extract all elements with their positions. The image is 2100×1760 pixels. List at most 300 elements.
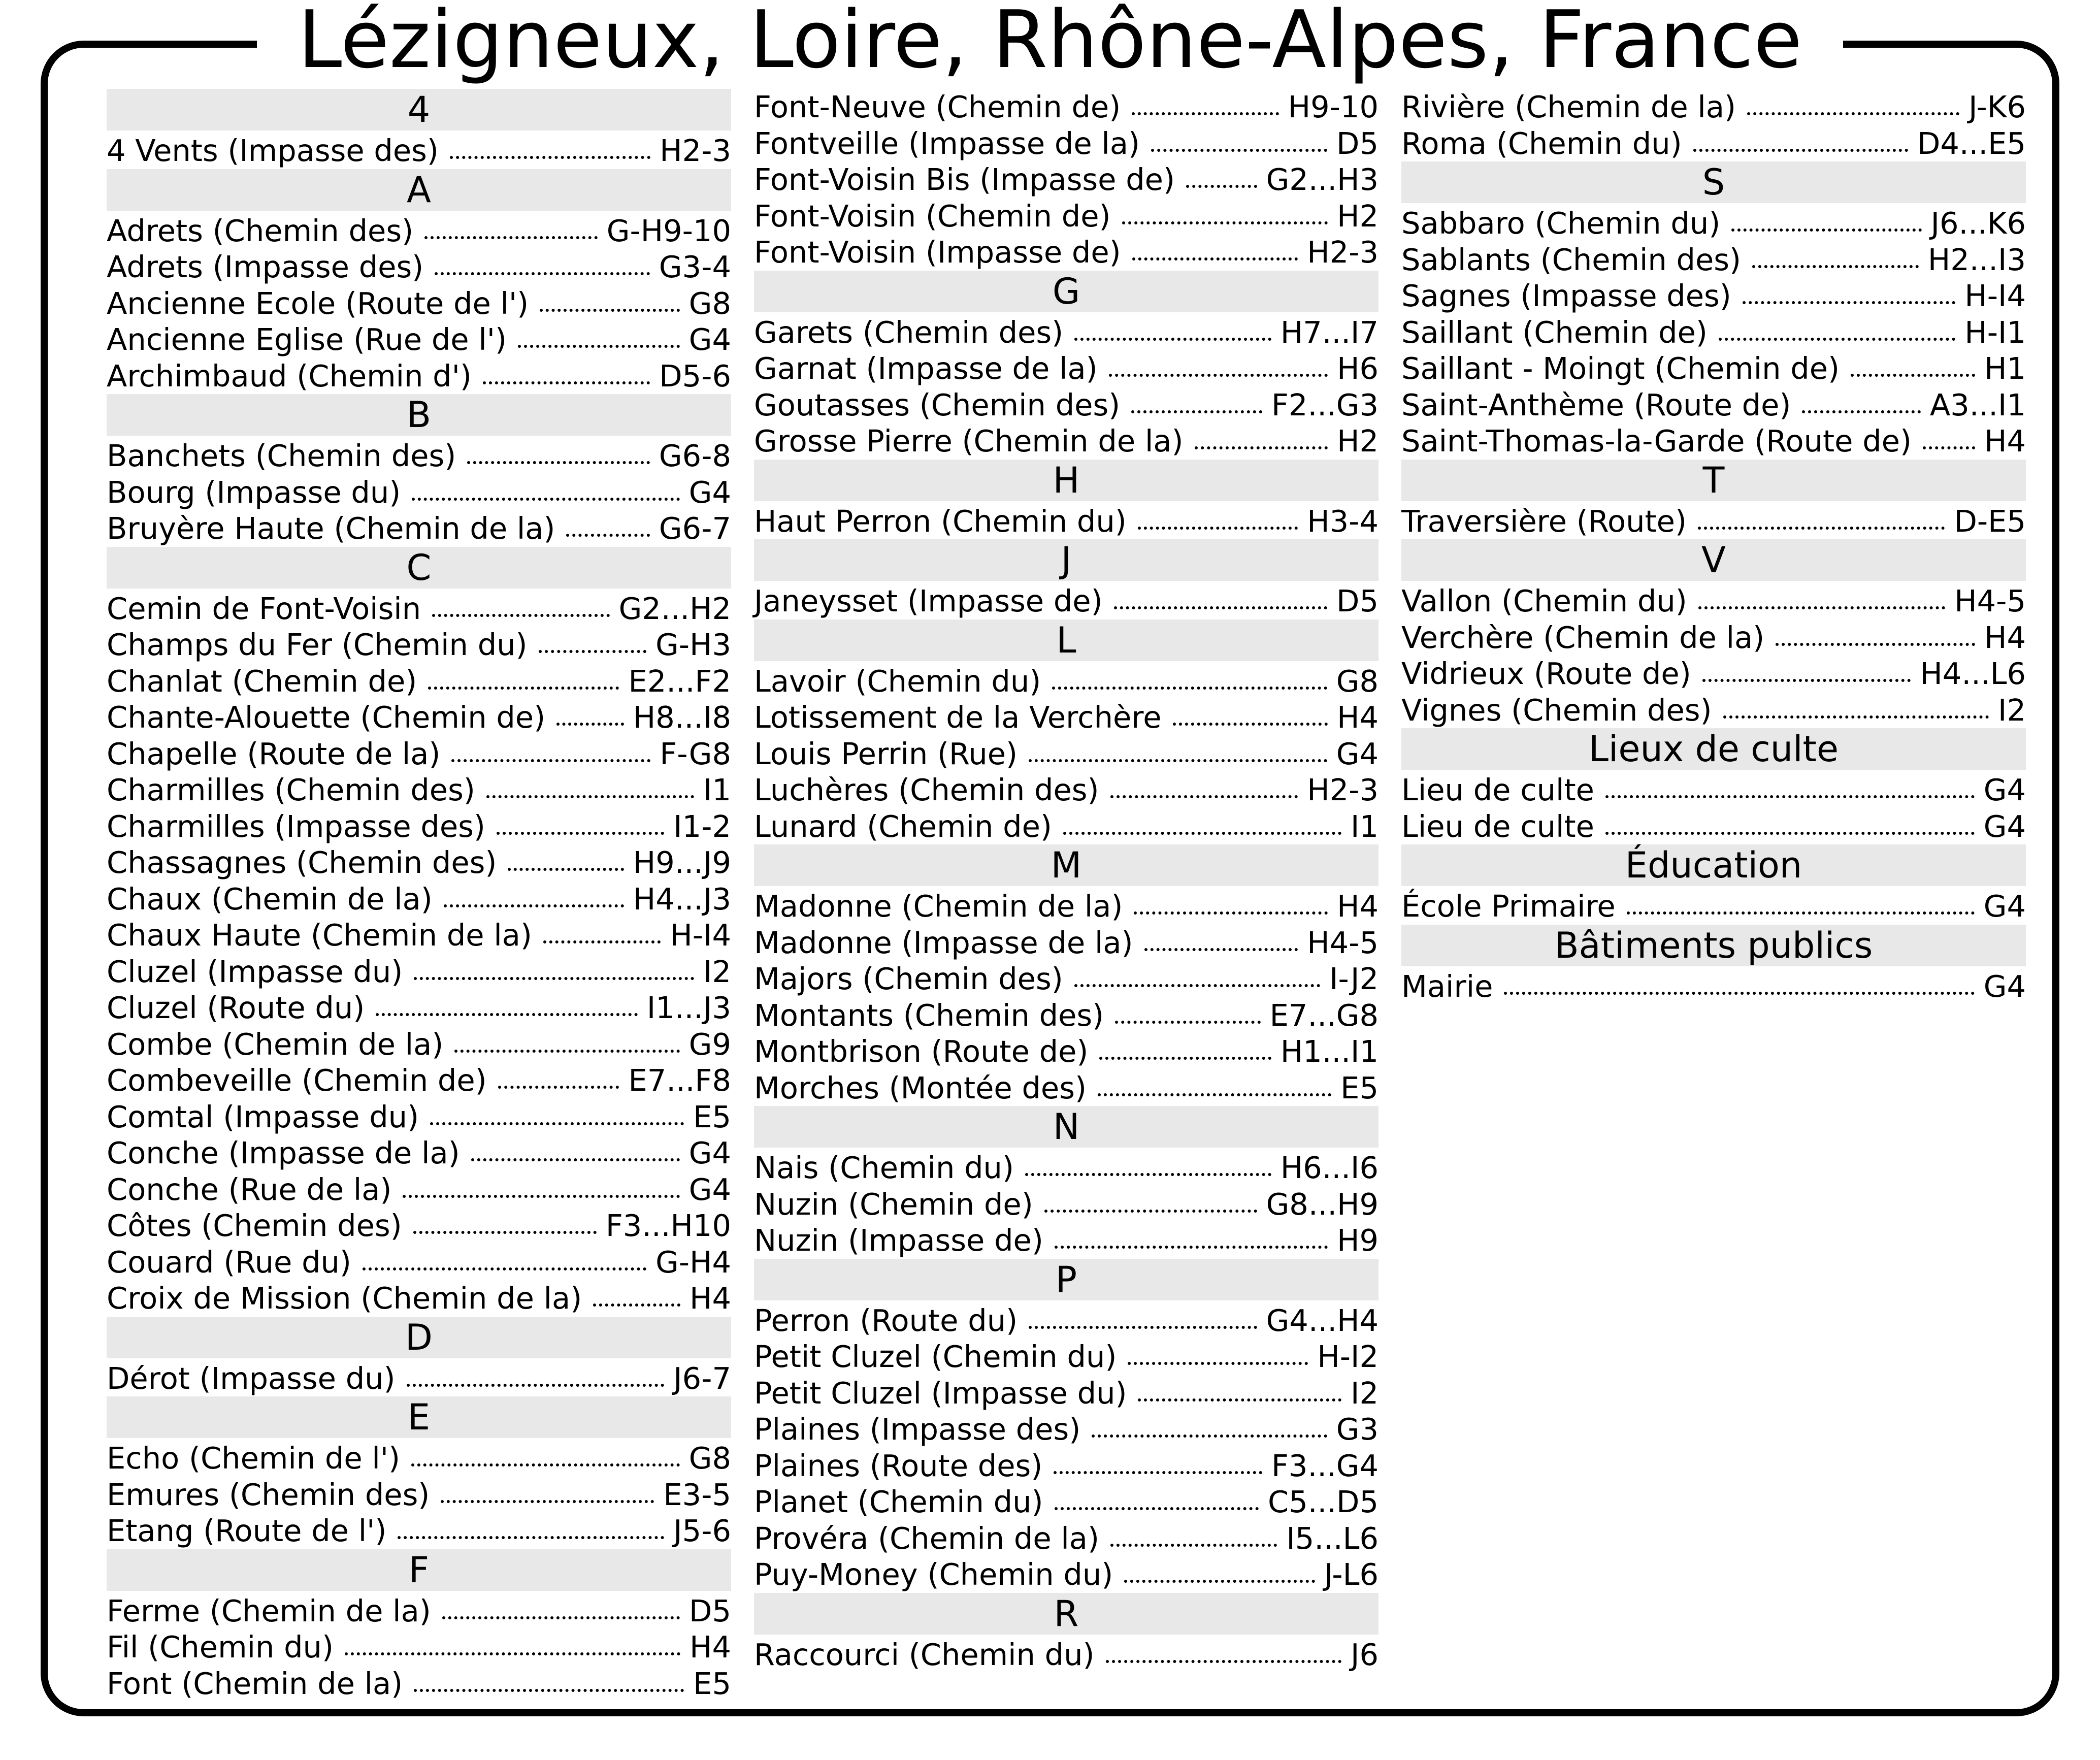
grid-reference: E5	[693, 1099, 731, 1134]
street-name: Vidrieux (Route de)	[1401, 656, 1691, 691]
index-entry	[1401, 620, 2026, 656]
dot-leader	[441, 1494, 654, 1503]
page-title: Lézigneux, Loire, Rhône-Alpes, France	[0, 0, 2100, 81]
dot-leader	[432, 608, 609, 617]
grid-reference: J6...K6	[1930, 206, 2026, 241]
section-header: T	[1401, 460, 2026, 501]
street-name: Cluzel (Route du)	[107, 990, 365, 1025]
dot-leader	[1099, 1051, 1271, 1060]
index-entry	[107, 1135, 731, 1171]
street-name: Lunard (Chemin de)	[754, 808, 1052, 844]
index-entry	[107, 474, 731, 511]
grid-reference: I-J2	[1329, 961, 1379, 996]
grid-reference: H-I4	[1964, 278, 2026, 313]
grid-reference: G4	[688, 1171, 731, 1207]
index-entry	[754, 314, 1379, 351]
dot-leader	[543, 934, 661, 943]
street-name: Garnat (Impasse de la)	[754, 351, 1098, 386]
grid-reference: G8	[688, 285, 731, 321]
dot-leader	[1195, 440, 1328, 449]
dot-leader	[1698, 520, 1945, 530]
index-entry	[107, 1513, 731, 1549]
dot-leader	[1776, 637, 1975, 646]
index-entry	[754, 125, 1379, 162]
street-name: Cluzel (Impasse du)	[107, 954, 403, 989]
index-entry	[754, 997, 1379, 1034]
street-name: Chapelle (Route de la)	[107, 736, 441, 771]
street-name: Saint-Thomas-la-Garde (Route de)	[1401, 423, 1912, 459]
dot-leader	[1731, 222, 1921, 232]
dot-leader	[1132, 106, 1278, 115]
street-name: Côtes (Chemin des)	[107, 1208, 402, 1243]
index-entry	[107, 1208, 731, 1244]
index-entry	[1401, 89, 2026, 125]
dot-leader	[1802, 404, 1920, 413]
grid-reference: H4	[1337, 889, 1379, 924]
index-entry	[1401, 350, 2026, 387]
grid-reference: F3...H10	[605, 1208, 731, 1243]
street-name: Ancienne Ecole (Route de l')	[107, 285, 529, 321]
street-name: Ferme (Chemin de la)	[107, 1593, 431, 1628]
index-entry	[1401, 888, 2026, 925]
dot-leader	[412, 492, 679, 501]
dot-leader	[1110, 789, 1298, 798]
street-name: Font-Voisin (Chemin de)	[754, 198, 1111, 234]
index-entry	[754, 772, 1379, 808]
street-name: Nuzin (Impasse de)	[754, 1223, 1043, 1258]
index-entry	[107, 917, 731, 954]
grid-reference: H2-3	[660, 133, 731, 168]
dot-leader	[1114, 600, 1327, 609]
dot-leader	[1134, 905, 1328, 915]
grid-reference: E5	[693, 1666, 731, 1701]
street-name: Font-Neuve (Chemin de)	[754, 89, 1121, 124]
grid-reference: H3-4	[1307, 503, 1379, 539]
index-entry	[1401, 314, 2026, 351]
grid-reference: I2	[703, 954, 731, 989]
index-entry	[107, 1629, 731, 1666]
dot-leader	[1132, 251, 1298, 260]
grid-reference: D4...E5	[1917, 125, 2026, 161]
grid-reference: H4	[1984, 620, 2026, 655]
grid-reference: H1	[1984, 351, 2026, 386]
section-header: C	[107, 547, 731, 589]
index-entry	[107, 591, 731, 627]
grid-reference: G4...H4	[1266, 1302, 1379, 1338]
index-entry	[1401, 772, 2026, 808]
grid-reference: J6-7	[673, 1360, 731, 1396]
street-name: Champs du Fer (Chemin du)	[107, 627, 528, 662]
index-entry	[1401, 423, 2026, 460]
index-entry	[107, 321, 731, 358]
street-name: École Primaire	[1401, 889, 1616, 924]
index-entry	[107, 1477, 731, 1513]
street-name: Majors (Chemin des)	[754, 961, 1063, 996]
grid-reference: G4	[1983, 968, 2026, 1004]
street-name: Charmilles (Chemin des)	[107, 772, 475, 807]
grid-reference: G-H9-10	[606, 213, 731, 248]
grid-reference: I2	[1351, 1375, 1379, 1411]
street-name: Font-Voisin Bis (Impasse de)	[754, 162, 1175, 197]
index-entry	[754, 1448, 1379, 1484]
index-entry	[107, 736, 731, 772]
grid-reference: G4	[688, 322, 731, 357]
street-name: Font (Chemin de la)	[107, 1666, 403, 1701]
index-entry	[754, 663, 1379, 700]
grid-reference: I1-2	[673, 808, 731, 844]
street-name: Lavoir (Chemin du)	[754, 663, 1041, 699]
index-entry	[754, 387, 1379, 423]
section-header: D	[107, 1317, 731, 1358]
grid-reference: G2...H2	[618, 591, 731, 626]
dot-leader	[1109, 368, 1328, 377]
dot-leader	[442, 1610, 680, 1619]
dot-leader	[1055, 1501, 1259, 1510]
index-entry	[754, 350, 1379, 387]
dot-leader	[1173, 716, 1328, 726]
street-name: Grosse Pierre (Chemin de la)	[754, 423, 1184, 459]
grid-reference: H-I4	[670, 918, 731, 953]
grid-reference: H4	[690, 1281, 731, 1316]
dot-leader	[1055, 1240, 1328, 1249]
street-name: Chaux Haute (Chemin de la)	[107, 918, 532, 953]
street-name: Puy-Money (Chemin du)	[754, 1557, 1113, 1592]
grid-reference: G6-7	[659, 511, 731, 546]
street-name: Conche (Impasse de la)	[107, 1135, 460, 1170]
grid-reference: H9-10	[1288, 89, 1379, 124]
dot-leader	[539, 644, 647, 653]
index-entry	[1401, 242, 2026, 278]
grid-reference: G4	[1983, 772, 2026, 807]
street-name: 4 Vents (Impasse des)	[107, 133, 439, 168]
grid-reference: G4	[1983, 889, 2026, 924]
dot-leader	[424, 230, 598, 239]
street-name: Sablants (Chemin des)	[1401, 242, 1742, 277]
grid-reference: J-K6	[1968, 89, 2026, 124]
street-name: Mairie	[1401, 968, 1493, 1004]
grid-reference: G-H4	[655, 1244, 731, 1280]
street-name: Lieu de culte	[1401, 808, 1594, 844]
index-entry	[754, 808, 1379, 845]
street-name: Saint-Anthème (Route de)	[1401, 387, 1791, 422]
index-entry	[107, 990, 731, 1026]
index-entry	[754, 583, 1379, 620]
section-header: G	[754, 271, 1379, 312]
street-name: Louis Perrin (Rue)	[754, 736, 1018, 771]
index-entry	[754, 1484, 1379, 1520]
street-name: Nais (Chemin du)	[754, 1150, 1014, 1185]
section-header: L	[754, 620, 1379, 661]
street-name: Luchères (Chemin des)	[754, 772, 1099, 807]
grid-reference: H4-5	[1954, 583, 2026, 618]
grid-reference: H6...I6	[1280, 1150, 1379, 1185]
grid-reference: H7...I7	[1280, 314, 1379, 350]
dot-leader	[1052, 680, 1327, 690]
section-header: E	[107, 1396, 731, 1438]
street-name: Traversière (Route)	[1401, 503, 1687, 539]
index-column-1	[107, 89, 731, 1702]
street-name: Dérot (Impasse du)	[107, 1360, 396, 1396]
street-name: Banchets (Chemin des)	[107, 438, 456, 473]
index-entry	[754, 161, 1379, 198]
dot-leader	[411, 1457, 680, 1466]
grid-reference: I1...J3	[646, 990, 731, 1025]
street-name: Perron (Route du)	[754, 1302, 1018, 1338]
dot-leader	[1723, 709, 1989, 719]
dot-leader	[1106, 1654, 1341, 1663]
section-header: Bâtiments publics	[1401, 925, 2026, 966]
index-entry	[754, 1556, 1379, 1593]
street-name: Sagnes (Impasse des)	[1401, 278, 1731, 313]
index-entry	[107, 133, 731, 169]
street-name: Janeysset (Impasse de)	[754, 583, 1103, 618]
index-entry	[1401, 692, 2026, 729]
dot-leader	[1747, 106, 1959, 115]
index-entry	[107, 510, 731, 547]
index-entry	[107, 1026, 731, 1063]
section-header: N	[754, 1106, 1379, 1148]
grid-reference: H1...I1	[1280, 1034, 1379, 1069]
street-name: Cemin de Font-Voisin	[107, 591, 421, 626]
street-name: Vallon (Chemin du)	[1401, 583, 1687, 618]
dot-leader	[454, 1044, 679, 1053]
index-entry	[754, 423, 1379, 460]
section-header: A	[107, 169, 731, 211]
dot-leader	[1074, 978, 1320, 987]
dot-leader	[1138, 520, 1298, 530]
dot-leader	[1025, 1167, 1271, 1176]
dot-leader	[1151, 143, 1327, 152]
dot-leader	[467, 455, 650, 464]
dot-leader	[414, 971, 694, 980]
grid-reference: H9...J9	[633, 845, 731, 880]
index-entry	[1401, 503, 2026, 540]
street-name: Petit Cluzel (Chemin du)	[754, 1339, 1117, 1374]
index-entry	[754, 961, 1379, 997]
index-entry	[107, 1440, 731, 1477]
dot-leader	[1131, 404, 1262, 413]
index-entry	[754, 1520, 1379, 1557]
index-entry	[107, 1593, 731, 1629]
index-entry	[107, 438, 731, 474]
grid-reference: H2-3	[1307, 772, 1379, 807]
index-entry	[754, 234, 1379, 271]
dot-leader	[1627, 905, 1975, 915]
index-entry	[754, 89, 1379, 125]
dot-leader	[1851, 368, 1975, 377]
dot-leader	[407, 1378, 665, 1387]
index-entry	[754, 1070, 1379, 1106]
dot-leader	[1698, 600, 1946, 609]
grid-reference: G4	[688, 474, 731, 510]
index-entry	[107, 1360, 731, 1397]
index-entry	[754, 925, 1379, 961]
grid-reference: H4...L6	[1920, 656, 2026, 691]
grid-reference: I2	[1998, 692, 2026, 728]
dot-leader	[540, 303, 680, 312]
dot-leader	[1186, 179, 1257, 188]
grid-reference: F3...G4	[1271, 1448, 1379, 1483]
index-entry	[754, 736, 1379, 772]
index-entry	[754, 503, 1379, 540]
section-header: J	[754, 539, 1379, 581]
grid-reference: D5	[1336, 583, 1379, 618]
grid-reference: I5...L6	[1286, 1520, 1379, 1556]
street-name: Archimbaud (Chemin d')	[107, 358, 472, 394]
dot-leader	[1029, 1320, 1257, 1329]
dot-leader	[1923, 440, 1975, 449]
index-entry	[107, 1062, 731, 1099]
dot-leader	[1605, 789, 1975, 798]
grid-reference: G9	[688, 1026, 731, 1062]
index-entry	[107, 808, 731, 845]
index-entry	[107, 881, 731, 918]
index-entry	[107, 249, 731, 285]
section-header: M	[754, 844, 1379, 886]
grid-reference: H-I2	[1317, 1339, 1379, 1374]
dot-leader	[1702, 673, 1911, 682]
section-header: 4	[107, 89, 731, 131]
index-entry	[107, 213, 731, 249]
grid-reference: G3	[1336, 1412, 1379, 1447]
dot-leader	[1743, 295, 1956, 304]
dot-leader	[1054, 1465, 1262, 1474]
street-name: Plaines (Route des)	[754, 1448, 1043, 1483]
index-entry	[754, 1186, 1379, 1223]
section-header: F	[107, 1549, 731, 1591]
dot-leader	[376, 1007, 638, 1016]
street-name: Adrets (Impasse des)	[107, 249, 424, 284]
grid-reference: J5-6	[673, 1513, 731, 1548]
index-entry	[107, 627, 731, 663]
index-entry	[1401, 125, 2026, 162]
street-name: Nuzin (Chemin de)	[754, 1186, 1033, 1222]
grid-reference: H4-5	[1307, 925, 1379, 960]
grid-reference: H4	[1984, 423, 2026, 459]
index-column-2	[754, 89, 1379, 1673]
street-name: Combe (Chemin de la)	[107, 1026, 444, 1062]
street-name: Bourg (Impasse du)	[107, 474, 401, 510]
grid-reference: G6-8	[659, 438, 731, 473]
index-entry	[107, 1099, 731, 1135]
dot-leader	[1029, 753, 1327, 762]
street-name: Conche (Rue de la)	[107, 1171, 392, 1207]
index-entry	[1401, 968, 2026, 1005]
grid-reference: F2...G3	[1271, 387, 1379, 422]
dot-leader	[435, 266, 650, 275]
dot-leader	[430, 1116, 684, 1125]
dot-leader	[566, 528, 649, 537]
dot-leader	[1504, 986, 1974, 995]
dot-leader	[403, 1189, 679, 1198]
grid-reference: G4	[1336, 736, 1379, 771]
section-header: S	[1401, 161, 2026, 203]
street-name: Chaux (Chemin de la)	[107, 881, 433, 917]
street-name: Comtal (Impasse du)	[107, 1099, 419, 1134]
grid-reference: I1	[703, 772, 731, 807]
dot-leader	[1605, 826, 1975, 835]
dot-leader	[1122, 215, 1328, 224]
grid-reference: I1	[1351, 808, 1379, 844]
street-name: Morches (Montée des)	[754, 1070, 1087, 1105]
street-name: Planet (Chemin du)	[754, 1484, 1043, 1519]
street-name: Chassagnes (Chemin des)	[107, 845, 497, 880]
dot-leader	[1693, 143, 1908, 152]
dot-leader	[1092, 1428, 1327, 1438]
index-entry	[1401, 808, 2026, 845]
street-name: Fil (Chemin du)	[107, 1629, 334, 1665]
grid-reference: D5	[689, 1593, 731, 1628]
index-entry	[107, 1666, 731, 1702]
street-name: Adrets (Chemin des)	[107, 213, 414, 248]
grid-reference: G4	[1983, 808, 2026, 844]
dot-leader	[1044, 1203, 1257, 1213]
street-name: Lieu de culte	[1401, 772, 1594, 807]
section-header: R	[754, 1593, 1379, 1635]
section-header: B	[107, 394, 731, 436]
grid-reference: H4	[690, 1629, 731, 1665]
street-name: Rivière (Chemin de la)	[1401, 89, 1736, 124]
grid-reference: H8...I8	[633, 700, 731, 735]
street-name: Couard (Rue du)	[107, 1244, 351, 1280]
street-name: Montbrison (Route de)	[754, 1034, 1089, 1069]
index-entry	[754, 1637, 1379, 1673]
dot-leader	[497, 826, 664, 835]
grid-reference: H4...J3	[633, 881, 731, 917]
dot-leader	[428, 680, 619, 690]
dot-leader	[1063, 826, 1341, 835]
index-entry	[754, 1411, 1379, 1448]
street-name: Sabbaro (Chemin du)	[1401, 206, 1721, 241]
grid-reference: G3-4	[659, 249, 731, 284]
section-header: P	[754, 1259, 1379, 1300]
grid-reference: H6	[1337, 351, 1379, 386]
index-entry	[107, 1280, 731, 1317]
dot-leader	[413, 1225, 597, 1234]
index-entry	[754, 1033, 1379, 1070]
index-entry	[1401, 583, 2026, 620]
street-name: Madonne (Chemin de la)	[754, 889, 1123, 924]
grid-reference: E7...G8	[1269, 997, 1379, 1033]
grid-reference: D5	[1336, 125, 1379, 161]
grid-reference: G4	[688, 1135, 731, 1170]
dot-leader	[518, 339, 680, 348]
grid-reference: J6	[1351, 1637, 1379, 1672]
street-name: Croix de Mission (Chemin de la)	[107, 1281, 582, 1316]
index-entry	[107, 1171, 731, 1208]
index-entry	[1401, 387, 2026, 423]
dot-leader	[593, 1297, 680, 1307]
street-name: Chanlat (Chemin de)	[107, 663, 417, 699]
street-name: Roma (Chemin du)	[1401, 125, 1682, 161]
index-entry	[754, 1302, 1379, 1339]
dot-leader	[451, 753, 650, 762]
grid-reference: E5	[1340, 1070, 1379, 1105]
dot-leader	[1124, 1574, 1315, 1583]
dot-leader	[363, 1261, 646, 1270]
street-name: Madonne (Impasse de la)	[754, 925, 1133, 960]
index-entry	[107, 663, 731, 700]
dot-leader	[414, 1683, 684, 1692]
street-name: Montants (Chemin des)	[754, 997, 1104, 1033]
index-entry	[107, 699, 731, 736]
index-entry	[1401, 278, 2026, 314]
grid-reference: G-H3	[655, 627, 731, 662]
street-name: Chante-Alouette (Chemin de)	[107, 700, 546, 735]
street-name: Lotissement de la Verchère	[754, 700, 1162, 735]
grid-reference: H2...I3	[1927, 242, 2026, 277]
street-name: Saillant (Chemin de)	[1401, 314, 1708, 350]
